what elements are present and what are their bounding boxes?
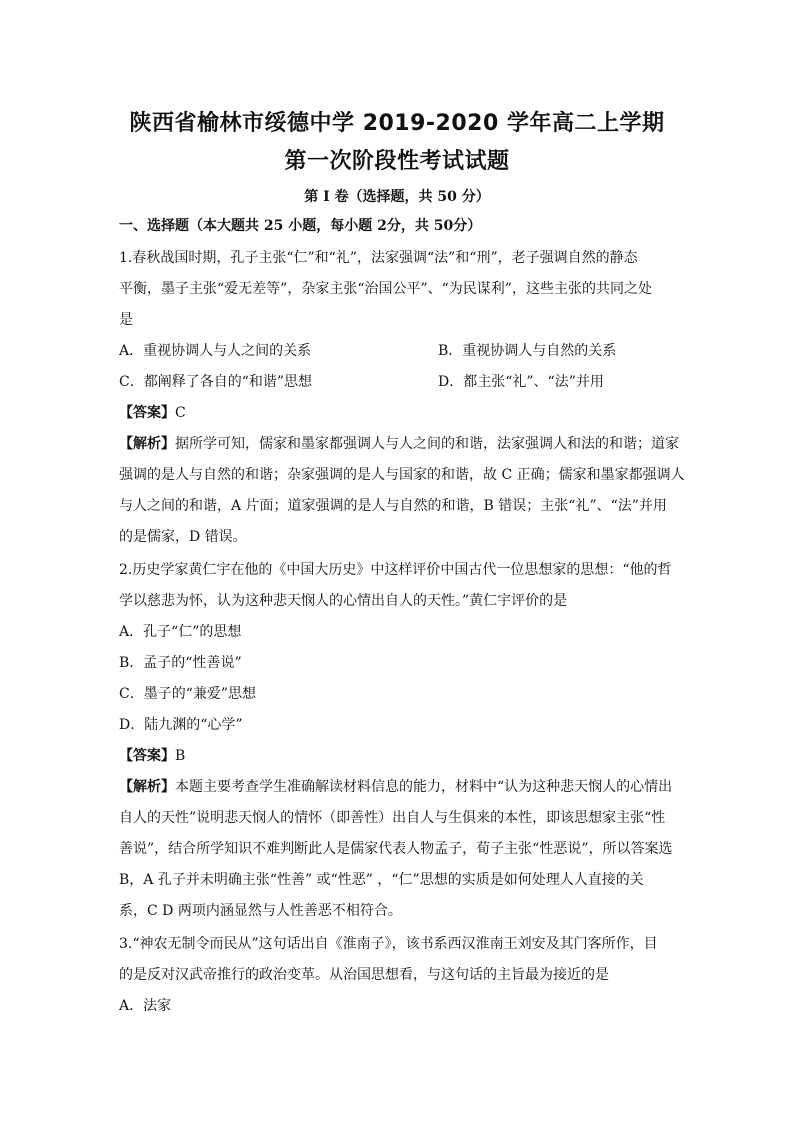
q1-analysis-line4: 的是儒家，D 错误。 [119,529,247,545]
q1-option-d: D．都主张“礼”、“法”并用 [438,374,604,390]
q2-analysis-line3: 善说”，结合所学知识不难判断此人是儒家代表人物孟子，荀子主张“性恶说”，所以答案选 [119,841,673,857]
q3-stem-line2: 的是反对汉武帝推行的政治变革。从治国思想看，与这句话的主旨最为接近的是 [119,967,609,983]
q1-stem-line2: 平衡，墨子主张“爱无差等”，杂家主张“治国公平”、“为民谋利”，这些主张的共同之处 [119,281,652,297]
q2-option-a: A．孔子“仁”的思想 [119,624,242,640]
q1-option-a: A．重视协调人与人之间的关系 [119,343,312,359]
volume-heading: 第 I 卷（选择题，共 50 分） [304,189,490,205]
q2-analysis-line5: 系，C D 两项内涵显然与人性善恶不相符合。 [119,903,402,919]
section-heading: 一、选择题（本大题共 25 小题，每小题 2分，共 50分） [119,218,482,234]
q1-stem-line1: 1.春秋战国时期，孔子主张“仁”和“礼”，法家强调“法”和“刑”，老子强调自然的静态 [119,250,638,266]
q1-option-b: B．重视协调人与自然的关系 [438,343,617,359]
q3-option-a: A．法家 [119,998,172,1014]
answer-label: 【答案】 [119,748,175,764]
analysis-label: 【解析】 [119,779,175,795]
q1-analysis-line1: 【解析】据所学可知，儒家和墨家都强调人与人之间的和谐，法家强调人和法的和谐；道家 [119,436,679,452]
q2-answer [119,746,689,766]
q2-option-d: D．陆九渊的“心学” [119,717,243,733]
q1-analysis-line2: 强调的是人与自然的和谐；杂家强调的是人与国家的和谐，故 C 正确；儒家和墨家都强调人 [119,467,685,483]
answer-value: B [175,748,186,764]
q3-stem-line1: 3.“神农无制令而民从”这句话出自《淮南子》，该书系西汉淮南王刘安及其门客所作，目 [119,936,658,952]
q2-stem-line2: 学以慈悲为怀，认为这种悲天悯人的心情出自人的天性。”黄仁宇评价的是 [119,593,568,609]
q1-analysis-line3: 与人之间的和谐，A 片面；道家强调的是人与自然的和谐，B 错误；主张“礼”、“法”并用 [119,498,667,514]
q2-analysis-line2: 自人的天性”说明悲天悯人的情怀（即善性）出自人与生俱来的本性，即该思想家主张“性 [119,810,666,826]
exam-title-line1: 陕西省榆林市绥德中学 2019-2020 学年高二上学期 [129,111,665,136]
exam-title-line2: 第一次阶段性考试试题 [284,149,510,174]
q2-analysis-line4: B，A 孔子并未明确主张“性善” 或“性恶” ，“仁”思想的实质是如何处理人人直接的关 [119,872,644,888]
analysis-label: 【解析】 [119,436,175,452]
q2-analysis-line1: 【解析】本题主要考查学生准确解读材料信息的能力，材料中“认为这种悲天悯人的心情出 [119,779,673,795]
q1-answer [119,403,689,423]
q1-option-c: C．都阐释了各自的“和谐”思想 [119,374,313,390]
q1-stem-line3: 是 [119,312,133,328]
q2-option-c: C．墨子的“兼爱”思想 [119,686,257,702]
q2-option-b: B．孟子的“性善说” [119,655,242,671]
answer-value: C [175,405,186,421]
answer-label: 【答案】 [119,405,175,421]
q2-stem-line1: 2.历史学家黄仁宇在他的《中国大历史》中这样评价中国古代一位思想家的思想：“他的哲 [119,562,672,578]
